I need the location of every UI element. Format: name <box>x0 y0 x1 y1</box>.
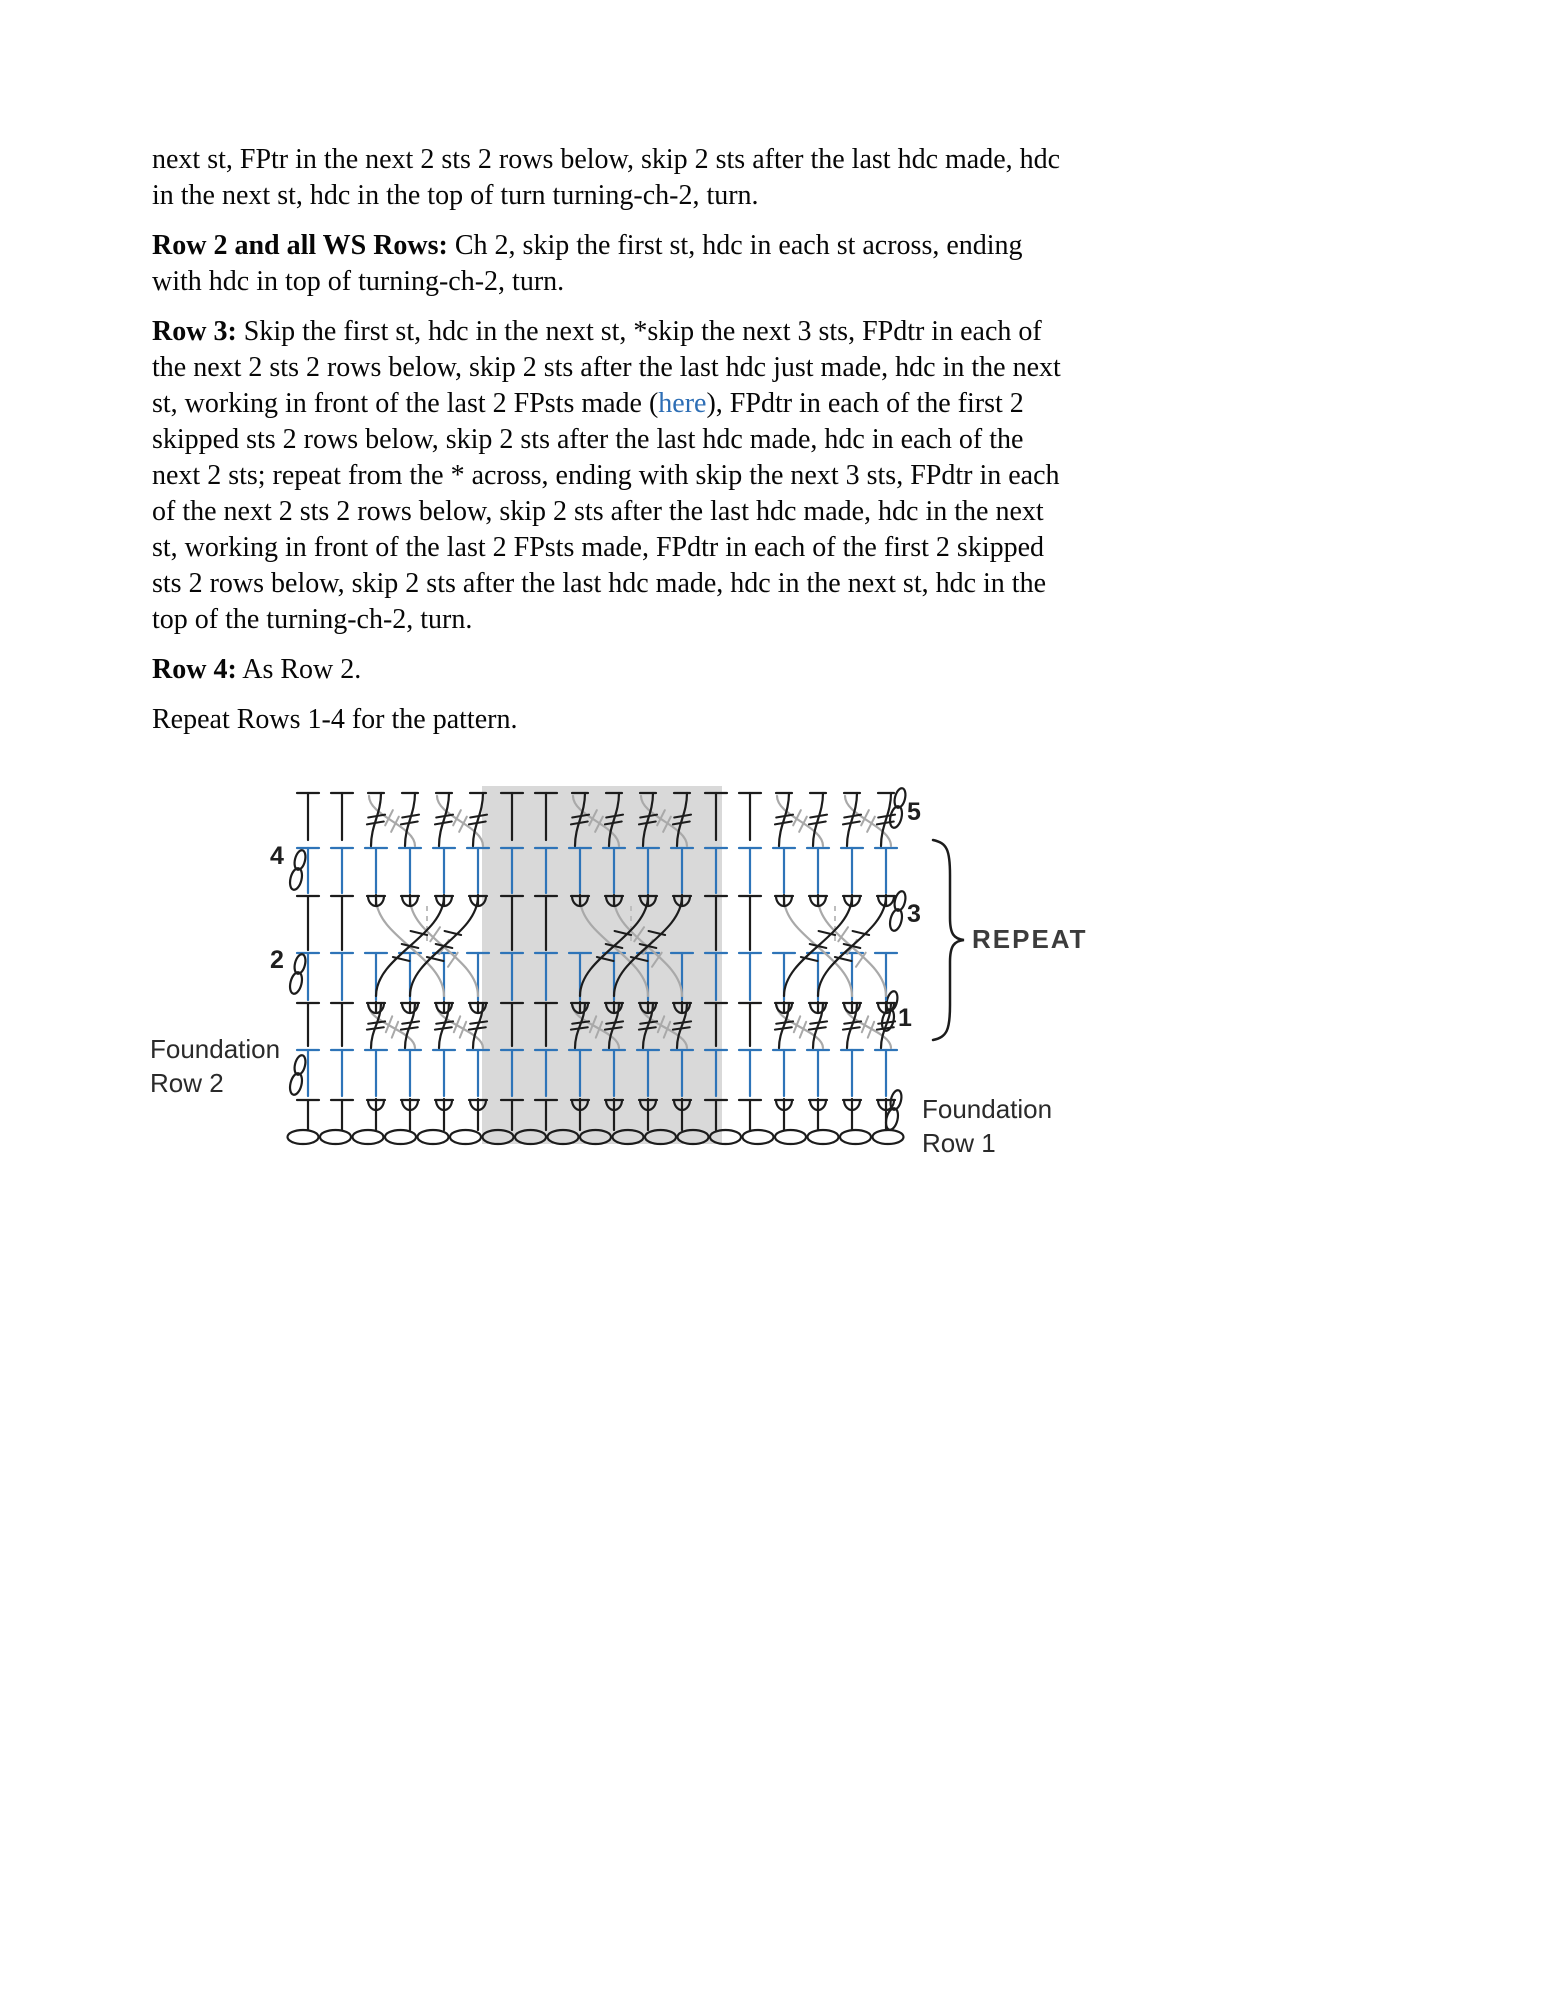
row-3-instructions <box>152 314 1072 638</box>
pattern-instructions <box>152 142 1072 752</box>
chart-row-2-label: 2 <box>270 946 284 974</box>
foundation-row-2-label: Foundation Row 2 <box>150 1034 281 1098</box>
repeat-instructions <box>152 702 1072 738</box>
stitch-chart-figure <box>150 778 1210 1188</box>
here-link[interactable]: here <box>658 388 707 419</box>
chart-row-4-label: 4 <box>270 842 284 870</box>
row-4-instructions <box>152 652 1072 688</box>
row-3-text-before-link: Skip the first st, hdc in the next st, *skip the next 3 sts, FPdtr in each of the next 2 sts 2 rows below, skip 2 sts after the last hdc just made, hdc in the next st, working in front of the last 2 FPsts made ( <box>152 316 1061 419</box>
pattern-text: next st, FPtr in the next 2 sts 2 rows below, skip 2 sts after the last hdc made, hdc in the next st, hdc in the top of turn turning-ch-2, turn. <box>152 144 1061 211</box>
row-2-text: Ch 2, skip the first st, hdc in each st across, ending with hdc in top of turning-ch-2, turn. <box>152 230 1023 297</box>
chart-row-3-label: 3 <box>907 900 921 928</box>
chart-row-5-label: 5 <box>907 798 921 826</box>
row-2-instructions <box>152 228 1072 300</box>
row-3-label: Row 3: <box>152 316 237 347</box>
repeat-bracket-label: REPEAT <box>972 924 1088 954</box>
repeat-text: Repeat Rows 1-4 for the pattern. <box>152 704 518 735</box>
paragraph-continued <box>152 142 1072 214</box>
chart-row-1-label: 1 <box>898 1004 912 1032</box>
row-4-text: As Row 2. <box>236 654 362 685</box>
row-3-text-after-link: ), FPdtr in each of the first 2 skipped sts 2 rows below, skip 2 sts after the last hdc made, hdc in each of the next 2 sts; repeat from the * across, ending with skip the next 3 sts, FPdtr in each of the next 2 sts 2 rows below, skip 2 sts after the last hdc made, hdc in the next st, working in front of the last 2 FPsts made, FPdtr in each of the first 2 skipped sts 2 rows below, skip 2 sts after the last hdc made, hdc in the next st, hdc in the top of the turning-ch-2, turn. <box>152 388 1060 635</box>
row-4-label: Row 4: <box>152 654 237 685</box>
row-2-label: Row 2 and all WS Rows: <box>152 230 448 261</box>
foundation-row-1-label: Foundation Row 1 <box>922 1094 1053 1158</box>
